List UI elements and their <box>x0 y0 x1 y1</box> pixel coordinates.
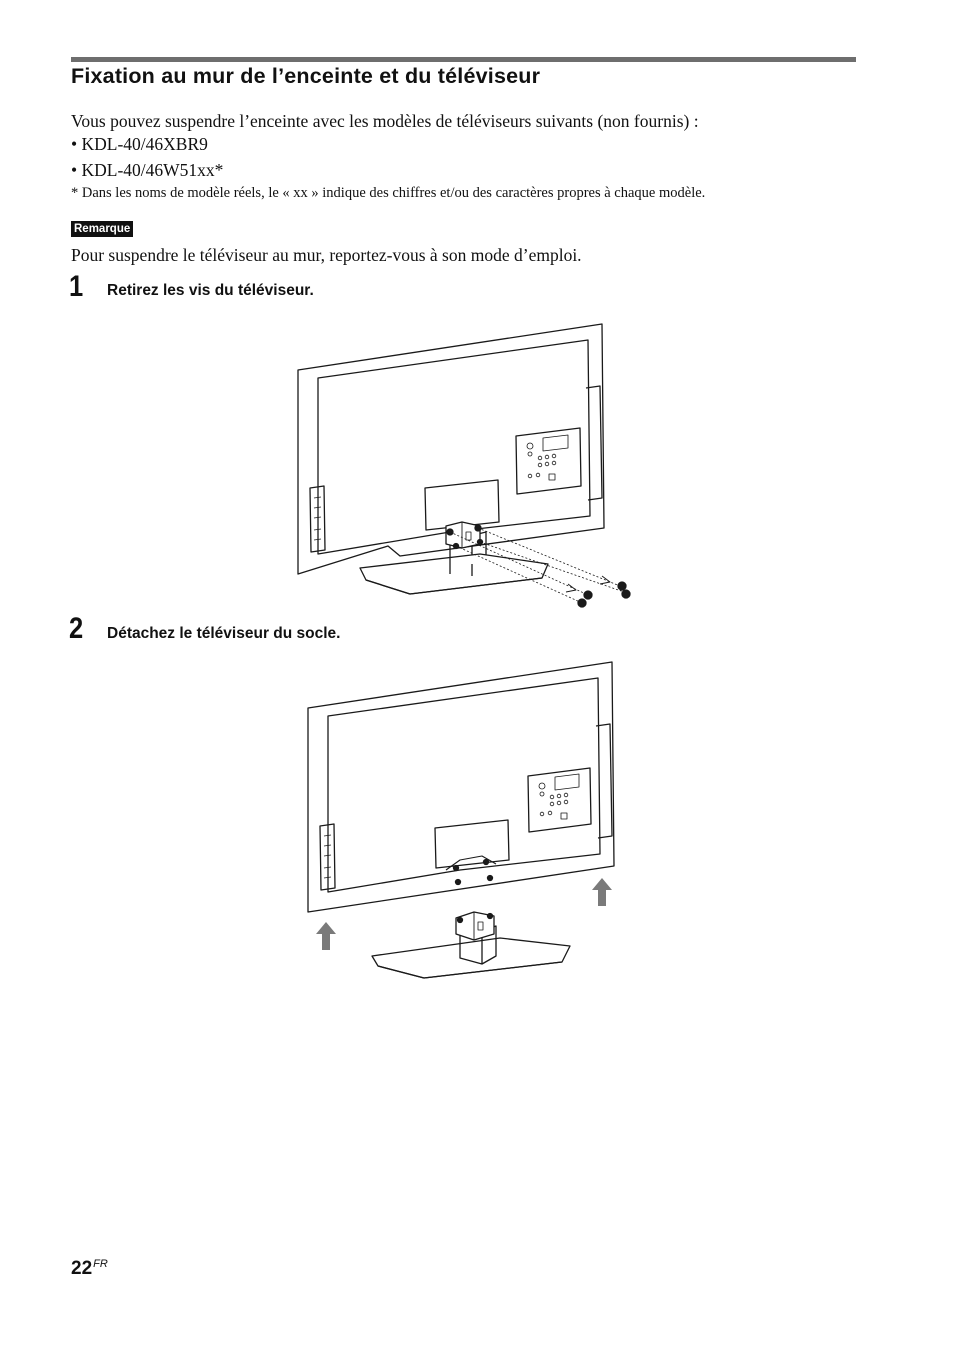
step-number: 1 <box>69 270 84 303</box>
note-text: Pour suspendre le téléviseur au mur, reportez-vous à son mode d’emploi. <box>71 245 582 265</box>
model-item: • KDL-40/46W51xx* <box>71 160 224 180</box>
note-badge: Remarque <box>71 221 133 237</box>
step-number: 2 <box>69 612 84 645</box>
tv-back-remove-screws-illustration <box>290 318 640 610</box>
step-text: Retirez les vis du téléviseur. <box>107 282 314 299</box>
tv-lift-off-stand-illustration <box>300 656 625 986</box>
footnote: * Dans les noms de modèle réels, le « xx » indique des chiffres et/ou des caractères propres à chaque modèle. <box>71 185 706 201</box>
section-rule <box>71 57 856 62</box>
page-language: FR <box>93 1258 108 1270</box>
intro-paragraph: Vous pouvez suspendre l’enceinte avec les modèles de téléviseurs suivants (non fournis) : <box>71 111 699 131</box>
model-item: • KDL-40/46XBR9 <box>71 134 208 154</box>
page-number-value: 22 <box>71 1258 93 1279</box>
section-title: Fixation au mur de l’enceinte et du téléviseur <box>71 64 541 88</box>
step-text: Détachez le téléviseur du socle. <box>107 625 341 642</box>
page-number <box>71 1258 108 1280</box>
